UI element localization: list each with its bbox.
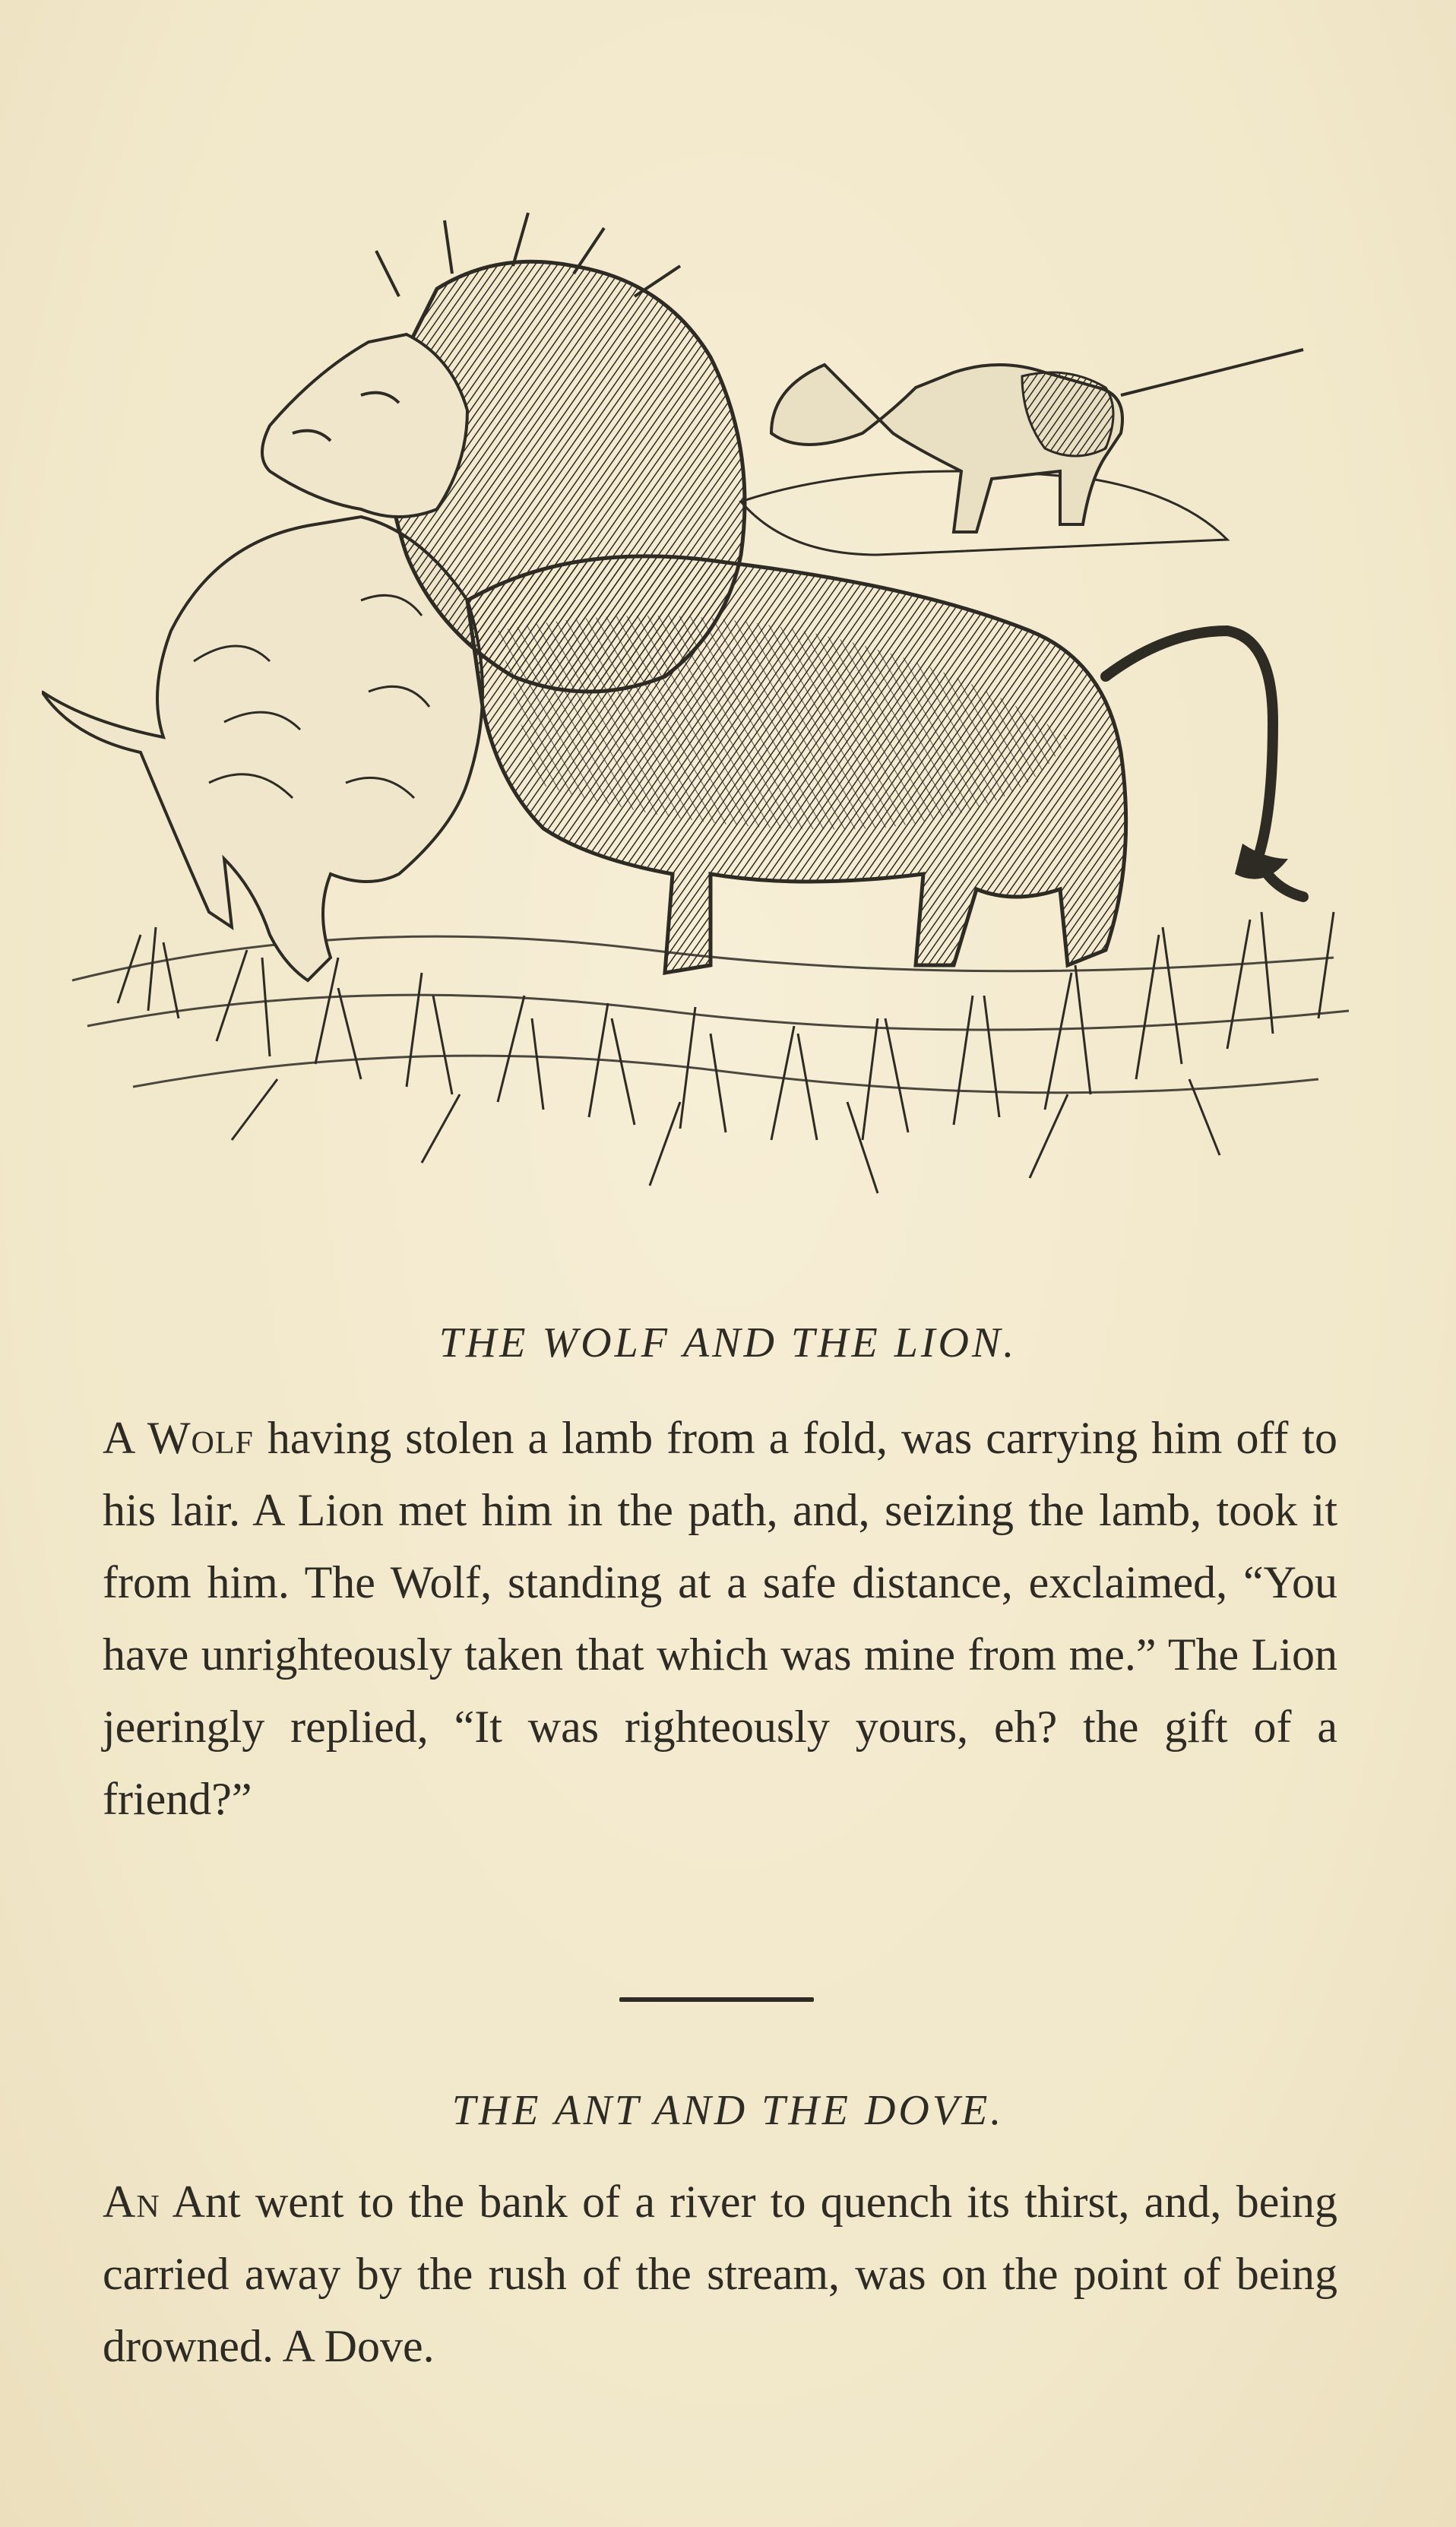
lion-wolf-illustration bbox=[42, 205, 1379, 1239]
fable-body-wolf-lion bbox=[103, 1402, 1337, 1835]
drop-word: A Wolf bbox=[103, 1413, 254, 1463]
fable-text: having stolen a lamb from a fold, was carrying him off to his lair. A Lion met him in the path, and, seizing the lamb, took it from him. The Wolf, standing at a safe distance, exclaimed, “You have unrighteously taken that which was mine from me.” The Lion jeeringly replied, “It was righteously yours, eh? the gift of a friend?” bbox=[103, 1413, 1337, 1824]
fable-title-wolf-lion: THE WOLF AND THE LION. bbox=[438, 1319, 1018, 1366]
lamb-figure bbox=[42, 517, 483, 980]
drop-word: An bbox=[103, 2177, 160, 2227]
fable-title-ant-dove: THE ANT AND THE DOVE. bbox=[451, 2087, 1005, 2134]
fable-body-ant-dove bbox=[103, 2166, 1337, 2383]
fable-text: Ant went to the bank of a river to quench its thirst, and, being carried away by the rush of the stream, was on the point of being drowned. A Dove. bbox=[103, 2177, 1337, 2371]
section-divider bbox=[619, 1997, 814, 2002]
wolf-figure bbox=[741, 350, 1303, 555]
